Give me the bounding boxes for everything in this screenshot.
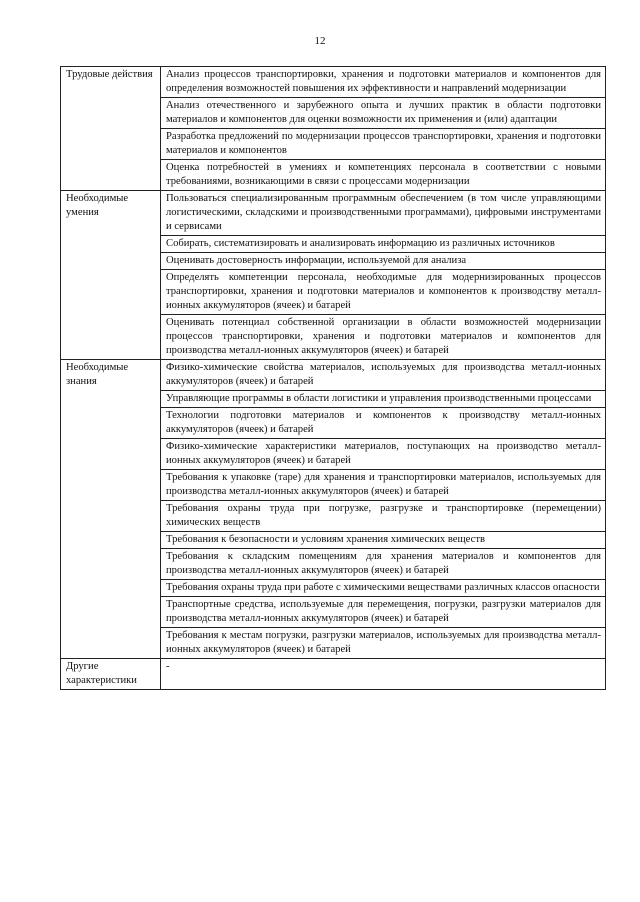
section-heading-required-skills: Необходимые умения xyxy=(61,191,161,360)
skill-item: Оценивать достоверность информации, используемой для анализа xyxy=(161,253,606,270)
knowledge-item: Требования к упаковке (таре) для хранения и транспортировки материалов, используемых для производства металл-ионных аккумуляторов (ячеек) и батарей xyxy=(161,470,606,501)
knowledge-item: Требования к складским помещениям для хранения материалов и компонентов для производства металл-ионных аккумуляторов (ячеек) и батарей xyxy=(161,549,606,580)
skill-item: Собирать, систематизировать и анализировать информацию из различных источников xyxy=(161,236,606,253)
knowledge-item: Требования к местам погрузки, разгрузки материалов, используемых для производства металл-ионных аккумуляторов (ячеек) и батарей xyxy=(161,628,606,659)
knowledge-item: Требования охраны труда при погрузке, разгрузке и транспортировке (перемещении) химических веществ xyxy=(161,501,606,532)
knowledge-item: Физико-химические свойства материалов, используемых для производства металл-ионных аккумуляторов (ячеек) и батарей xyxy=(161,360,606,391)
section-heading-labor-actions: Трудовые действия xyxy=(61,67,161,191)
labor-action-item: Анализ отечественного и зарубежного опыта и лучших практик в области подготовки материалов и компонентов для оценки возможности их применения и (или) адаптации xyxy=(161,98,606,129)
knowledge-item: Управляющие программы в области логистики и управления производственными процессами xyxy=(161,391,606,408)
skill-item: Определять компетенции персонала, необходимые для модернизированных процессов транспортировки, хранения и подготовки материалов и компонентов к производству металл-ионных аккумуляторов (ячеек) и батарей xyxy=(161,270,606,315)
knowledge-item: Физико-химические характеристики материалов, поступающих на производство металл-ионных аккумуляторов (ячеек) и батарей xyxy=(161,439,606,470)
knowledge-item: Транспортные средства, используемые для перемещения, погрузки, разгрузки материалов для производства металл-ионных аккумуляторов (ячеек) и батарей xyxy=(161,597,606,628)
knowledge-item: Технологии подготовки материалов и компонентов к производству металл-ионных аккумуляторов (ячеек) и батарей xyxy=(161,408,606,439)
labor-action-item: Разработка предложений по модернизации процессов транспортировки, хранения и подготовки материалов и компонентов xyxy=(161,129,606,160)
knowledge-item: Требования охраны труда при работе с химическими веществами различных классов опасности xyxy=(161,580,606,597)
labor-action-item: Оценка потребностей в умениях и компетенциях персонала в соответствии с новыми требованиями, возникающими в связи с процессами модернизации xyxy=(161,160,606,191)
labor-function-table xyxy=(60,66,606,690)
knowledge-item: Требования к безопасности и условиям хранения химических веществ xyxy=(161,532,606,549)
labor-action-item: Анализ процессов транспортировки, хранения и подготовки материалов и компонентов для определения возможностей повышения их эффективности и направлений модернизации xyxy=(161,67,606,98)
section-heading-required-knowledge: Необходимые знания xyxy=(61,360,161,659)
skill-item: Пользоваться специализированным программным обеспечением (в том числе управляющими логистическими, складскими и производственными программами), цифровыми инструментами и сервисами xyxy=(161,191,606,236)
page-number: 12 xyxy=(314,35,326,47)
other-characteristics-value: - xyxy=(161,659,606,690)
section-heading-other-characteristics: Другие характеристики xyxy=(61,659,161,690)
table-row xyxy=(61,360,606,391)
skill-item: Оценивать потенциал собственной организации в области возможностей модернизации процессов транспортировки, хранения и подготовки материалов и компонентов для производства металл-ионных аккумуляторов (ячеек) и батарей xyxy=(161,315,606,360)
table-row xyxy=(61,67,606,98)
table-row xyxy=(61,191,606,236)
table-row xyxy=(61,659,606,690)
